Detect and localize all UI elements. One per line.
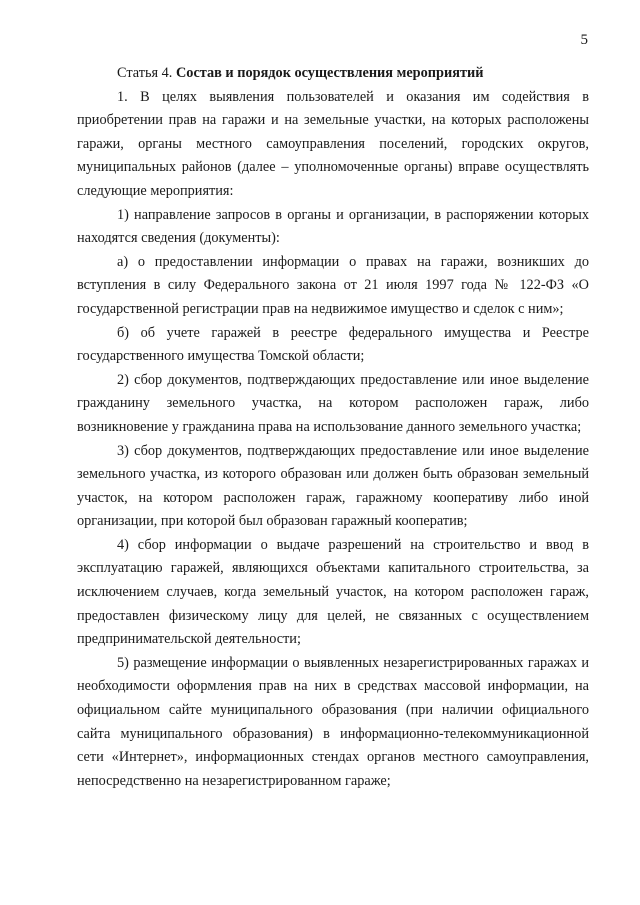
paragraph-1-3: 3) сбор документов, подтверждающих предоставление или иное выделение земельного участка, из которого образован или должен быть образован земельный участок, на котором расположен гараж, гаражному кооперативу либо иной организации, при которой был образован гаражный кооператив;	[77, 442, 589, 530]
paragraph-1-1-b: б) об учете гаражей в реестре федерального имущества и Реестре государственного имущества Томской области;	[77, 324, 589, 365]
paragraph-1-2: 2) сбор документов, подтверждающих предоставление или иное выделение гражданину земельного участка, на котором расположен гараж, либо возникновение у гражданина права на использование данного земельного участка;	[77, 371, 589, 435]
article-title: Состав и порядок осуществления мероприятий	[175, 65, 484, 81]
document-body	[77, 62, 589, 793]
page-number: 5	[580, 32, 588, 48]
article-heading	[77, 62, 589, 86]
article-prefix: Статья 4.	[117, 65, 173, 81]
paragraph-1-5: 5) размещение информации о выявленных незарегистрированных гаражах и необходимости оформления прав на них в средствах массовой информации, на официальном сайте муниципального образования (при наличии официального сайта муниципального образования) в информационно-телекоммуникационной сети «Интернет», информационных стендах органов местного самоуправления, непосредственно на незарегистрированном гараже;	[77, 654, 589, 789]
paragraph-1-4: 4) сбор информации о выдаче разрешений на строительство и ввод в эксплуатацию гаражей, являющихся объектами капитального строительства, за исключением случаев, когда земельный участок, на котором расположен гараж, предоставлен физическому лицу для целей, не связанных с осуществлением предпринимательской деятельности;	[77, 536, 589, 648]
paragraph-1: 1. В целях выявления пользователей и оказания им содействия в приобретении прав на гаражи и на земельные участки, на которых расположены гаражи, органы местного самоуправления поселений, городских округов, муниципальных районов (далее – уполномоченные органы) вправе осуществлять следующие мероприятия:	[77, 88, 589, 199]
paragraph-1-1-a: а) о предоставлении информации о правах на гаражи, возникших до вступления в силу Федерального закона от 21 июля 1997 года № 122-ФЗ «О государственной регистрации прав на недвижимое имущество и сделок с ним»;	[77, 253, 589, 317]
paragraph-1-1: 1) направление запросов в органы и организации, в распоряжении которых находятся сведения (документы):	[77, 206, 589, 247]
